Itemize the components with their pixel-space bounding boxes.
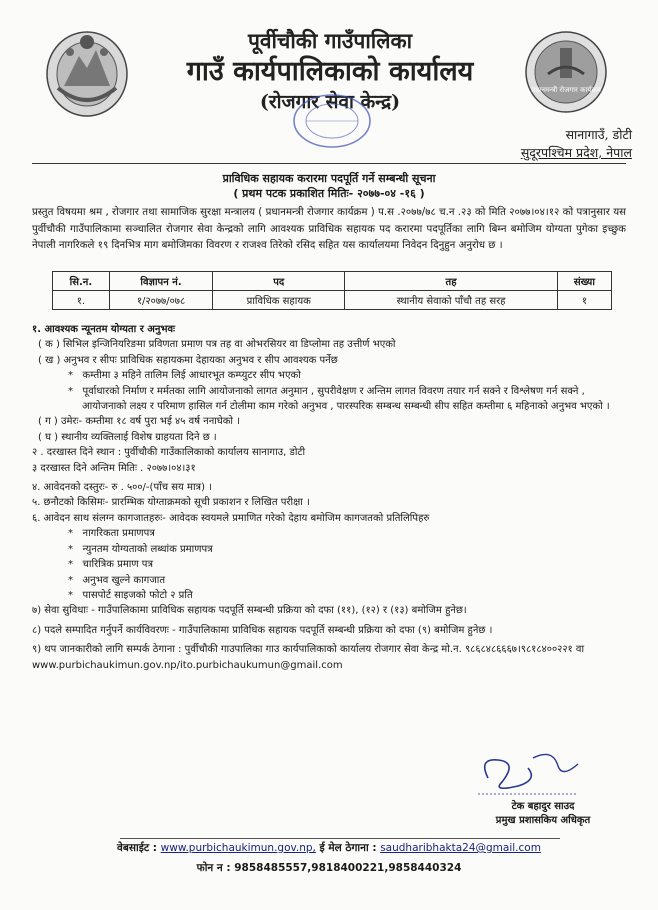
cell-sn: १. [53,291,110,310]
section-1-title: १. आवश्यक न्यूनतम योग्यता र अनुभवः [32,324,176,335]
office-stamp-icon [262,92,402,150]
section-1-ga: ( ग ) उमेरः- कम्तीमा १८ वर्ष पुरा भई ४५ वर्ष ननाघेको । [38,416,240,428]
notice-subtitle: ( प्रथम पटक प्रकाशित मितिः- २०७७-०४ -१६ ) [233,187,425,200]
footer-divider [120,838,560,839]
nepal-emblem-icon [44,26,130,118]
doc-item-3: चारित्रिक प्रमाण पत्र [82,559,154,571]
section-7: ७) सेवा सुविधाः - गाउँपालिकामा प्राविधिक सहायक पदपूर्ति सम्बन्धी प्रक्रिया को दफा (११), (१२) र (१३) बमोजिम हुनेछ। [32,605,467,617]
signatory-name: टेक बहादुर साउद [511,801,575,812]
signatory-title: प्रमुख प्रशासकिय अधिकृत [495,815,591,826]
website-label: वेबसाईट : [117,842,157,854]
section-4: ४. आवेदनको दस्तुरः- रु . ५००/-(पाँच सय मात्र) । [32,482,212,494]
kha-bullet-1: कम्तीमा ३ महिने तालिम लिई आधारभूत कम्प्युटर सीप भएको [82,370,301,382]
phone-numbers: 9858485557,9818400221,9858440324 [234,862,462,874]
footer-phone [0,861,658,875]
list-item: * चारित्रिक प्रमाण पत्र [68,559,154,571]
phone-label: फोन न : [196,862,231,874]
list-item: * न्युनतम योग्यताको लब्धांक प्रमाणपत्र [68,543,213,555]
notice-title: प्राविधिक सहायक करारमा पदपूर्ति गर्ने सम्बन्धी सूचना [222,172,436,185]
section-9: ९) थप जानकारीको लागि सम्पर्क ठेगाना : पुर्वीचौकी गाउपालिका गाउ कार्यपालिकाको कार्यालय रोजगार सेवा केन्द्र मो.न. ९८६८४८६६६७।९८१८४००२२१ वा www.purbichaukimun.gov.np/ito.purbichaukumun@gmail.com [32,644,585,671]
section-5: ५. छनौटको किसिमः- प्रारम्भिक योग्ताक्रमको सूची प्रकाशन र लिखित परीक्षा । [32,497,310,509]
cell-count: १ [557,291,611,310]
list-item: * कम्तीमा ३ महिने तालिम लिई आधारभूत कम्प्युटर सीप भएको [68,370,301,382]
doc-item-2: न्युनतम योग्यताको लब्धांक प्रमाणपत्र [82,543,213,555]
header-divider [32,163,626,164]
doc-item-5: पासपोर्ट साइजको फोटो २ प्रति [82,589,193,601]
email-link[interactable]: saudharibhakta24@gmail.com [380,842,541,854]
footer-contact [0,841,658,855]
doc-item-4: अनुभव खुल्ने कागजात [82,574,166,586]
header-sn: सि.न. [53,272,110,291]
section-1-kha: ( ख ) अनुभव र सीपः प्राविधिक सहायकमा देहायका अनुभव र सीप आवश्यक पर्नेछ [38,354,338,366]
header-ad-no: विज्ञापन नं. [109,272,212,291]
cell-level: स्थानीय सेवाको पाँचौ तह सरह [345,291,558,310]
notice-intro: प्रस्तुत विषयमा श्रम , रोजगार तथा सामाजिक सुरक्षा मन्त्रालय ( प्रधानमन्त्री रोजगार कार्यक्रम ) प.स .२०७७/७८ च.न .२३ को मिति २०७७।०४।१२ को पत्रानुसार यस पुर्वीचौकी गाउँपालिकामा सञ्चालित रोजगार सेवा केन्द्रको लागि आवश्यक प्राविधिक सहायक पद करारमा पदपूर्तिका लागि बिम्न बमोजिम योग्यता पुगेका इच्छुक नेपाली नागरिकले १९ दिनभित्र माग बमोजिमका विवरण र राजश्व तिरेको रसिद सहित यस कार्यालयमा निवेदन दिनुहुन अनुरोध छ । [32,207,626,251]
table-row [53,291,612,310]
office-name: गाउँ कार्यपालिकाको कार्यालय [186,56,474,87]
section-1-gha: ( घ ) स्थानीय व्यक्तिलाई विशेष ग्राहयता दिने छ । [38,431,217,443]
list-item: * पासपोर्ट साइजको फोटो २ प्रति [68,589,193,601]
address-line-1: सानागाउँ, डोटी [565,127,632,142]
cell-ad-no: १/२०७७/०७८ [109,291,212,310]
header-count: संख्या [557,272,611,291]
email-label: ई मेल ठेगाना : [319,842,377,854]
section-3: ३ दरखास्त दिने अन्तिम मितिः . २०७७।०४।३१ [32,462,196,474]
cell-post: प्राविधिक सहायक [213,291,345,310]
table-header-row [53,272,612,291]
doc-item-1: नागरिकता प्रमाणपत्र [82,528,155,540]
signatory [458,798,628,826]
vacancy-table [52,271,612,310]
service-center-name: (रोजगार सेवा केन्द्र) [259,91,401,113]
section-8: ८) पदले सम्पादित गर्नुपर्ने कार्यविवरणः - गाउँपालिकामा प्राविधिक सहायक पदपूर्ति सम्बन्धी प्रक्रिया को दफा (९) बमोजिम हुनेछ । [32,624,493,636]
municipality-name: पूर्वीचौकी गाउँपालिका [247,28,413,53]
address-line-2: सुदूरपश्चिम प्रदेश, नेपाल [520,145,632,160]
website-link[interactable]: www.purbichaukimun.gov.np, [160,842,316,854]
list-item: * नागरिकता प्रमाणपत्र [68,528,155,540]
section-6: ६. आवेदन साथ संलग्न कागजातहरुः- आवेदक स्वयमले प्रमाणित गरेको देहाय बमोजिम कागजतको प्रतिलिपिहरु [32,512,430,524]
list-item: * अनुभव खुल्ने कागजात [68,574,166,586]
list-item: * पूर्वाधारको निर्माण र मर्मतका लागि आयोजनाको लागत अनुमान , सुपरीवेक्षण र अन्तिम लागत विवरण तयार गर्न सक्ने र विश्लेषण गर्न सक्ने , आयोजनाको लक्ष्य र परिमाण हासिल गर्न टोलीमा काम गरेको अनुभव , पारस्परिक सम्बन्ध सम्बन्धी सीप सहित कम्तीमा ६ महिनाको अनुभव भएको । [68,385,610,413]
header-level: तह [345,272,558,291]
logo-text: प्रधानमन्त्री रोजगार कार्यक्रम [531,86,601,94]
section-2: २ . दरखास्त दिने स्थान : पुर्वीचौकी गाउँकालिकाको कार्यालय सानागाउ, डोटी [32,447,306,459]
kha-bullet-2: पूर्वाधारको निर्माण र मर्मतका लागि आयोजनाको लागत अनुमान , सुपरीवेक्षण र अन्तिम लागत विवरण तयार गर्न सक्ने र विश्लेषण गर्न सक्ने , आयोजनाको लक्ष्य र परिमाण हासिल गर्न टोलीमा काम गरेको अनुभव , पारस्परिक सम्बन्ध सम्बन्धी सीप सहित कम्तीमा ६ महिनाको अनुभव भएको । [82,385,610,413]
employment-program-logo-icon [524,30,608,114]
header-post: पद [213,272,345,291]
section-1-ka: ( क ) सिभिल इन्जिनियरिङमा प्रविणता प्रमाण पत्र तह वा ओभरसियर वा डिप्लोमा तह उत्तीर्ण भएको [38,339,396,351]
notice-body [32,322,632,673]
